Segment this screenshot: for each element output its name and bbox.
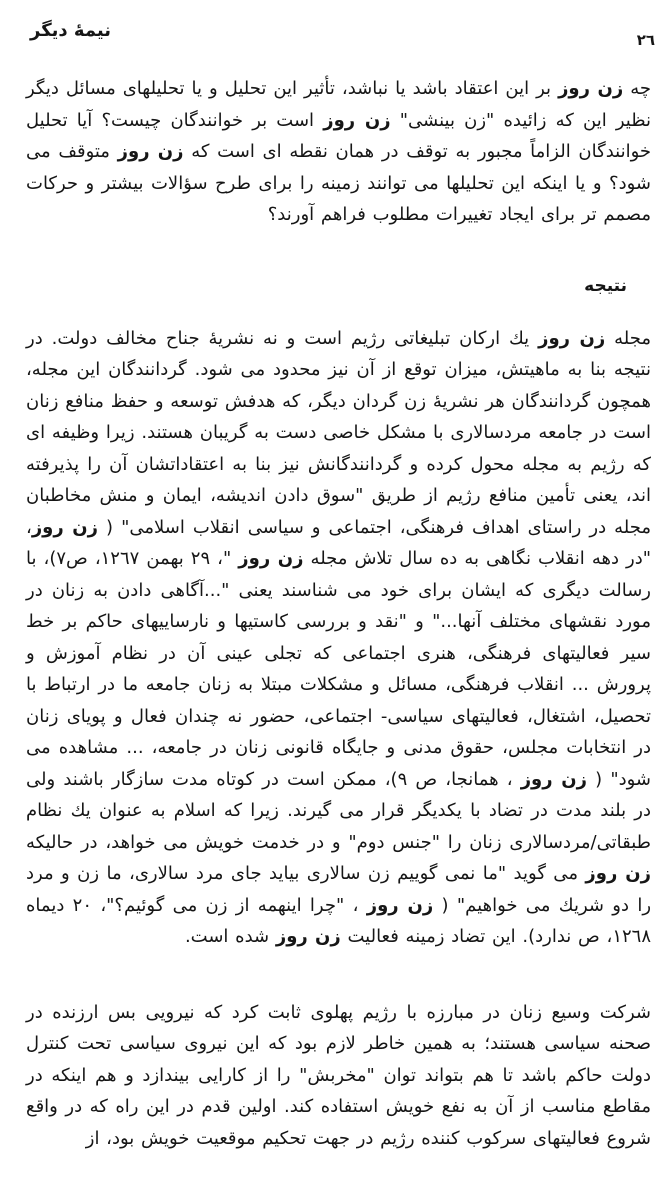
text-segment: ، "چرا اینهمه از زن می گوئیم؟"، ٢٠ دیماه ١٢٦٨، ص ندارد). این تضاد زمینه فعالیت xyxy=(26,894,651,947)
magazine-name-bold: زن روز xyxy=(558,78,624,99)
magazine-name-bold: زن روز xyxy=(585,863,651,884)
text-segment: ، همانجا، ص ٩)، ممکن است در کوتاه مدت سازگار باشند ولی در بلند مدت در تضاد با یکدیگر قرار می گیرند. زیرا که اسلام به عنوان یك نظام طبقاتی/مردسالاری زنان را "جنس دوم" و در خدمت خویش می خواهد، در حالیکه xyxy=(26,768,651,853)
magazine-name-bold: زن روز xyxy=(238,548,304,569)
text-segment: چه xyxy=(623,78,652,99)
text-segment: یك ارکان تبلیغاتی رژیم است و نه نشریهٔ جناح مخالف دولت. در نتیجه بنا به ماهیتش، میزان توقع از آن نیز محدود می شود. گردانندگان این مجله، همچون گردانندگان هر نشریهٔ زن گردان دیگر، که هدفش توسعه و حفظ منافع زنان است در جامعه مردسالاری با مشکل خاصی دست به گریبان هستند. زیرا وظیفه ای که رژیم به مجله محول کرده و گردانندگانش نیز بنا به اعتقاداتشان آن را پذیرفته اند، یعنی تأمین منافع رژیم از طریق "سوق دادن اندیشه، ایمان و منش مخاطبان مجله در راستای اهداف فرهنگی، اجتماعی و سیاسی انقلاب اسلامی" ( xyxy=(26,327,652,538)
paragraph-closing xyxy=(26,997,651,1155)
magazine-name-bold: زن روز xyxy=(323,109,391,131)
section-heading-conclusion: نتیجه xyxy=(584,275,627,296)
text-segment: شرکت وسیع زنان در مبارزه با رژیم پهلوی ثابت کرد که نیرویی بس ارزنده در صحنه سیاسی هستند؛ به همین خاطر لازم بود که این نیروی سیاسی تحت کنترل دولت حاکم باشد تا هم بتواند توان "مخربش" را از کارایی بیندازد و هم اینکه در مقاطع مناسب از آن به نفع خویش استفاده کند. اولین قدم در این راه که در واقع شروع فعالیتهای سرکوب کننده رژیم در جهت تحکیم موقعیت خویش بود، از xyxy=(26,1001,651,1149)
text-segment: بر این اعتقاد باشد یا نباشد، تأثیر این تحلیل و یا تحلیلهای مسائل دیگر نظیر این که زائیده "زن بینشی" xyxy=(26,78,652,131)
magazine-name-bold: زن روز xyxy=(520,768,588,790)
magazine-name-bold: زن روز xyxy=(538,327,606,349)
magazine-name-bold: زن روز xyxy=(275,926,341,947)
text-segment: می گوید "ما نمی گوییم زن سالاری بیاید جای مرد سالاری، ما زن و مرد را دو شریك می خواهیم" ( xyxy=(26,863,652,916)
journal-title: نیمهٔ دیگر xyxy=(30,20,112,41)
content-area xyxy=(0,49,669,1154)
text-segment: ، "در دهه انقلاب نگاهی به ده سال تلاش مجله xyxy=(26,516,651,569)
paragraph-conclusion xyxy=(26,323,651,953)
text-segment: متوقف می شود؟ و یا اینکه این تحلیلها می توانند زمینه را برای طرح سؤالات بیشتر و حرکات مصمم تر برای ایجاد تغییرات مطلوب فراهم آورند؟ xyxy=(26,141,651,225)
page-number: ٢٦ xyxy=(636,31,655,49)
magazine-name-bold: زن روز xyxy=(31,516,99,538)
text-segment: است بر خوانندگان چیست؟ آیا تحلیل خوانندگان الزاماً مجبور به توقف در همان نقطه ای است که xyxy=(26,109,652,162)
text-segment: "، ٢٩ بهمن ١٢٦٧، ص٧)، با رسالت دیگری که ایشان برای خود می شناسند یعنی "...آگاهی دادن به زنان در مورد نقشهای مختلف آنها..." و "نقد و بررسی کاستیها و نارساییهای حاکم بر خط سیر فعالیتهای فرهنگی، هنری اجتماعی که تجلی عینی آن در نظام آموزش و پرورش ... انقلاب فرهنگی، مسائل و مشکلات مبتلا به زنان جامعه ما در ارتباط با تحصیل، اشتغال، فعالیتهای سیاسی- اجتماعی، حضور نه چندان فعال و پویای زنان در انتخابات مجلس، حقوق مدنی و جایگاه قانونی زنان در جامعه، ... مشاهده می شود" ( xyxy=(26,548,651,790)
magazine-name-bold: زن روز xyxy=(366,894,434,916)
magazine-name-bold: زن روز xyxy=(117,141,184,162)
page-header xyxy=(0,0,669,49)
text-segment: شده است. xyxy=(184,926,276,947)
paragraph-intro xyxy=(26,73,651,231)
text-segment: مجله xyxy=(605,327,652,349)
